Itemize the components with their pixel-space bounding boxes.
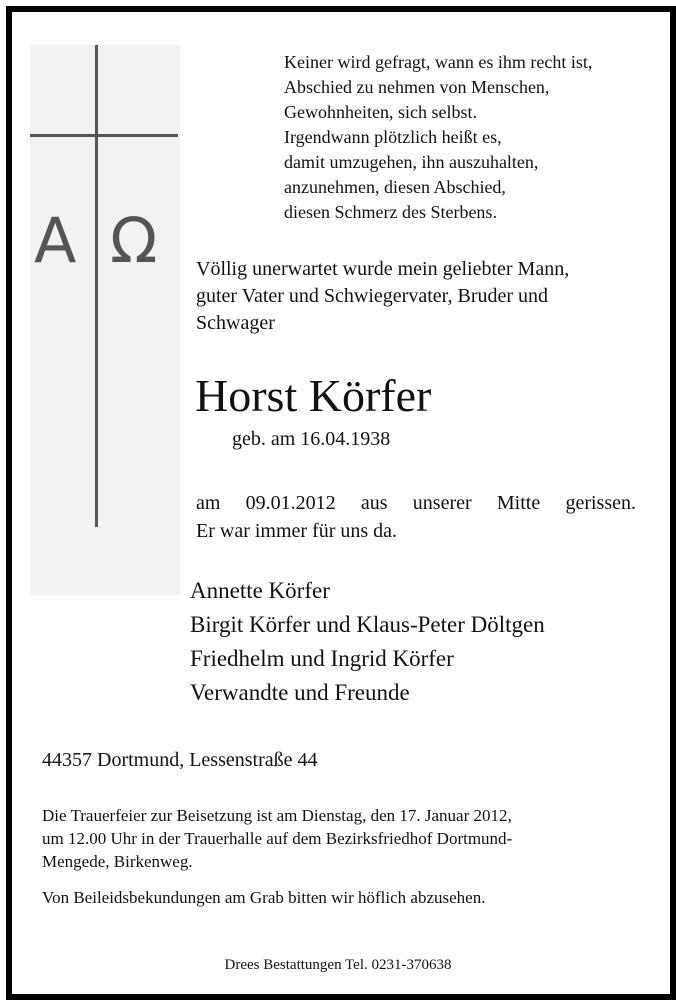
funeral-info: [42, 804, 634, 873]
cross-icon-horizontal-beam: [30, 134, 178, 137]
mourner-item: Birgit Körfer und Klaus-Peter Döltgen: [190, 612, 545, 637]
poem-line: Abschied zu nehmen von Menschen,: [284, 77, 550, 97]
death-text: [196, 489, 636, 545]
address: 44357 Dortmund, Lessenstraße 44: [42, 749, 318, 771]
deceased-name: Horst Körfer: [195, 370, 432, 421]
poem-line: Keiner wird gefragt, wann es ihm recht ist,: [284, 52, 593, 72]
poem-line: Gewohnheiten, sich selbst.: [284, 102, 477, 122]
condolence-note: Von Beileidsbekundungen am Grab bitten wir höflich abzusehen.: [42, 888, 486, 907]
mourner-item: Friedhelm und Ingrid Körfer: [190, 646, 454, 671]
mourners-list: [190, 574, 650, 710]
undertaker-footer: Drees Bestattungen Tel. 0231-370638: [224, 957, 452, 973]
intro-line: Schwager: [196, 312, 275, 334]
poem-line: anzunehmen, diesen Abschied,: [284, 177, 506, 197]
poem: [284, 50, 654, 225]
cross-icon-vertical-beam: [95, 45, 98, 527]
funeral-line: um 12.00 Uhr in der Trauerhalle auf dem Bezirksfriedhof Dortmund-: [42, 829, 513, 848]
mourner-item: Verwandte und Freunde: [190, 680, 410, 705]
intro-line: Völlig unerwartet wurde mein geliebter Mann,: [196, 258, 570, 280]
alpha-icon: A: [34, 204, 77, 277]
mourner-item: Annette Körfer: [190, 578, 330, 603]
poem-line: diesen Schmerz des Sterbens.: [284, 202, 497, 222]
death-line: am 09.01.2012 aus unserer Mitte gerissen.: [196, 492, 636, 514]
funeral-line: Die Trauerfeier zur Beisetzung ist am Dienstag, den 17. Januar 2012,: [42, 806, 512, 825]
omega-icon: Ω: [110, 204, 158, 277]
poem-line: damit umzugehen, ihn auszuhalten,: [284, 152, 539, 172]
funeral-line: Mengede, Birkenweg.: [42, 852, 193, 871]
death-line: Er war immer für uns da.: [196, 520, 398, 542]
symbol-panel: [30, 45, 180, 595]
birth-date: geb. am 16.04.1938: [232, 428, 391, 450]
intro-line: guter Vater und Schwiegervater, Bruder und: [196, 285, 549, 307]
intro-text: [196, 256, 646, 337]
poem-line: Irgendwann plötzlich heißt es,: [284, 127, 502, 147]
